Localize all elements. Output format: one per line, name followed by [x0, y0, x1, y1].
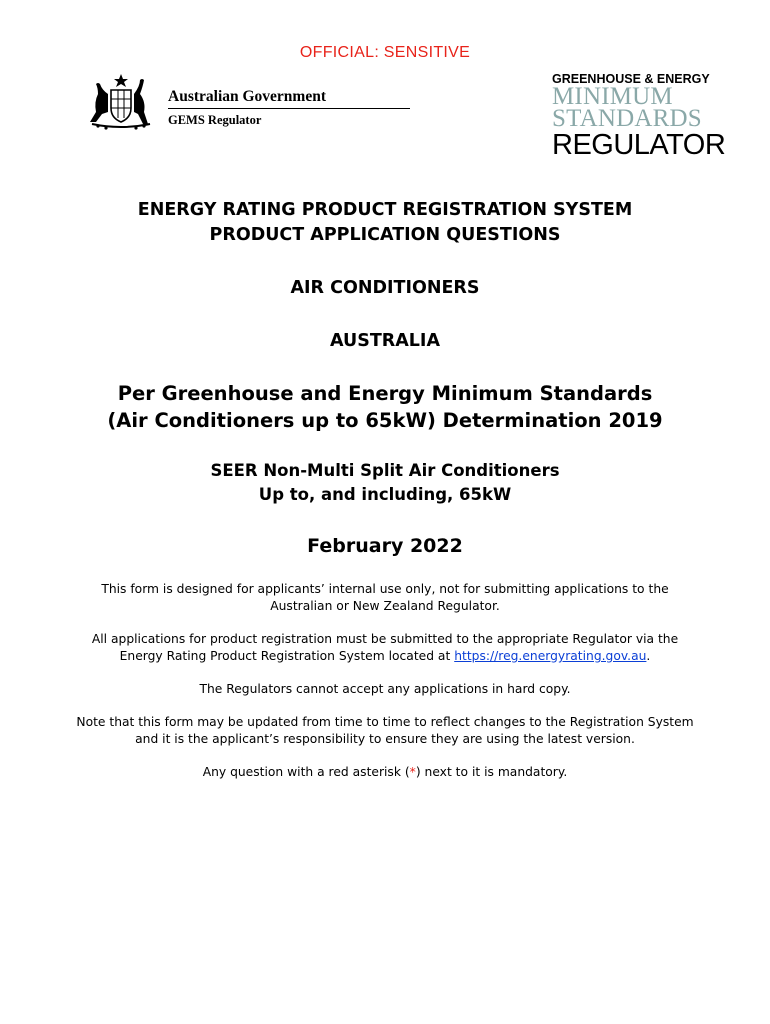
security-classification: OFFICIAL: SENSITIVE	[299, 44, 471, 61]
determination-line2: (Air Conditioners up to 65kW) Determination 2019	[107, 409, 663, 432]
mandatory-note-post: ) next to it is mandatory.	[415, 765, 568, 779]
document-date: February 2022	[307, 535, 463, 557]
update-line1: Note that this form may be updated from time to time to reflect changes to the Registration System	[76, 715, 694, 729]
submission-line2	[40, 648, 730, 665]
intro-paragraph	[40, 581, 730, 615]
registration-system-link[interactable]: https://reg.energyrating.gov.au	[454, 649, 647, 663]
country: AUSTRALIA	[330, 331, 440, 351]
scope-line1: SEER Non-Multi Split Air Conditioners	[210, 461, 560, 480]
intro-line1: This form is designed for applicants’ internal use only, not for submitting applications to the	[101, 582, 669, 596]
submission-line2-end: .	[646, 649, 651, 663]
cover-content	[40, 198, 730, 781]
title-line1: ENERGY RATING PRODUCT REGISTRATION SYSTEM	[137, 200, 633, 220]
intro-line2: Australian or New Zealand Regulator.	[270, 599, 500, 613]
gems-logo-line1: GREENHOUSE & ENERGY	[552, 72, 710, 86]
gems-regulator-logo	[552, 72, 726, 161]
submission-paragraph	[40, 631, 730, 665]
product-scope	[40, 459, 730, 507]
mandatory-note-pre: Any question with a red asterisk (	[202, 765, 410, 779]
coat-of-arms-icon	[80, 72, 162, 132]
determination-reference	[40, 380, 730, 434]
hard-copy-paragraph: The Regulators cannot accept any applications in hard copy.	[199, 682, 571, 696]
australian-government-logo	[80, 72, 340, 132]
government-name: Australian Government	[168, 88, 327, 105]
scope-line2: Up to, and including, 65kW	[258, 485, 512, 504]
product-category: AIR CONDITIONERS	[290, 278, 480, 298]
gems-logo-line4: REGULATOR	[552, 129, 726, 161]
mandatory-note-paragraph	[40, 764, 730, 781]
document-title	[40, 198, 730, 248]
red-asterisk: *	[409, 765, 416, 779]
logo-divider	[168, 108, 410, 109]
update-notice-paragraph	[40, 714, 730, 748]
update-line2: and it is the applicant’s responsibility to ensure they are using the latest version.	[135, 732, 635, 746]
submission-line2-text: Energy Rating Product Registration System located at	[119, 649, 455, 663]
gems-logo-line2: MINIMUM	[552, 83, 673, 110]
submission-line1: All applications for product registration must be submitted to the appropriate Regulator via the	[91, 632, 679, 646]
title-line2: PRODUCT APPLICATION QUESTIONS	[209, 225, 561, 245]
government-subtitle: GEMS Regulator	[168, 113, 262, 127]
determination-line1: Per Greenhouse and Energy Minimum Standards	[117, 382, 653, 405]
gems-logo-line3: STANDARDS	[552, 105, 702, 132]
